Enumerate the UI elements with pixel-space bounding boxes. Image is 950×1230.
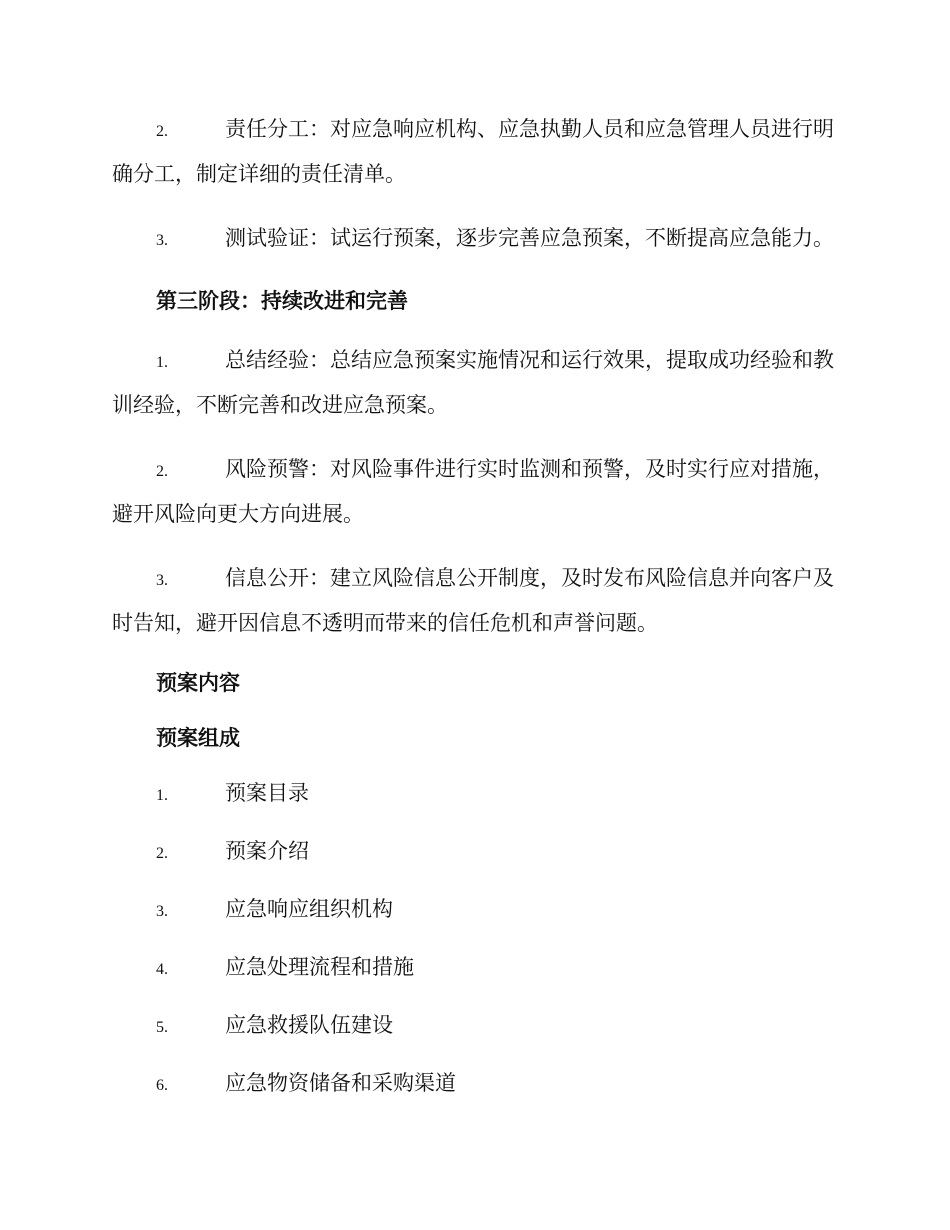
paragraph-testing bbox=[112, 217, 836, 262]
heading-text: 预案内容 bbox=[156, 670, 240, 695]
list-number: 1. bbox=[156, 787, 168, 804]
list-item bbox=[112, 776, 836, 813]
section-heading-stage3 bbox=[112, 284, 836, 318]
list-item bbox=[112, 1066, 836, 1103]
paragraph-text: 风险预警：对风险事件进行实时监测和预警，及时实行应对措施，避开风险向更大方向进展。 bbox=[112, 457, 834, 526]
list-number: 3. bbox=[156, 572, 168, 589]
list-item-text: 预案介绍 bbox=[225, 839, 309, 863]
heading-text: 第三阶段：持续改进和完善 bbox=[156, 288, 408, 313]
paragraph-responsibility bbox=[112, 108, 836, 195]
list-number: 6. bbox=[156, 1077, 168, 1094]
list-item bbox=[112, 1008, 836, 1045]
list-item-text: 应急救援队伍建设 bbox=[225, 1013, 393, 1037]
list-number: 3. bbox=[156, 232, 168, 249]
section-heading-content bbox=[112, 666, 836, 700]
list-number: 2. bbox=[156, 463, 168, 480]
list-item bbox=[112, 834, 836, 871]
list-item bbox=[112, 892, 836, 929]
section-heading-composition bbox=[112, 721, 836, 755]
paragraph-text: 责任分工：对应急响应机构、应急执勤人员和应急管理人员进行明确分工，制定详细的责任清单。 bbox=[112, 117, 834, 186]
list-number: 3. bbox=[156, 903, 168, 920]
list-item-text: 应急处理流程和措施 bbox=[225, 955, 414, 979]
list-item-text: 应急响应组织机构 bbox=[225, 897, 393, 921]
paragraph-risk-warning bbox=[112, 448, 836, 535]
list-item bbox=[112, 950, 836, 987]
paragraph-summary bbox=[112, 339, 836, 426]
paragraph-text: 总结经验：总结应急预案实施情况和运行效果，提取成功经验和教训经验，不断完善和改进应急预案。 bbox=[112, 348, 834, 417]
list-number: 2. bbox=[156, 845, 168, 862]
list-number: 5. bbox=[156, 1019, 168, 1036]
paragraph-info-disclosure bbox=[112, 557, 836, 644]
list-item-text: 预案目录 bbox=[225, 781, 309, 805]
paragraph-text: 测试验证：试运行预案，逐步完善应急预案，不断提高应急能力。 bbox=[225, 226, 834, 250]
heading-text: 预案组成 bbox=[156, 725, 240, 750]
paragraph-text: 信息公开：建立风险信息公开制度，及时发布风险信息并向客户及时告知，避开因信息不透明而带来的信任危机和声誉问题。 bbox=[112, 566, 834, 635]
list-item-text: 应急物资储备和采购渠道 bbox=[225, 1071, 456, 1095]
list-number: 1. bbox=[156, 354, 168, 371]
list-number: 2. bbox=[156, 123, 168, 140]
list-number: 4. bbox=[156, 961, 168, 978]
document-content bbox=[112, 108, 836, 1124]
